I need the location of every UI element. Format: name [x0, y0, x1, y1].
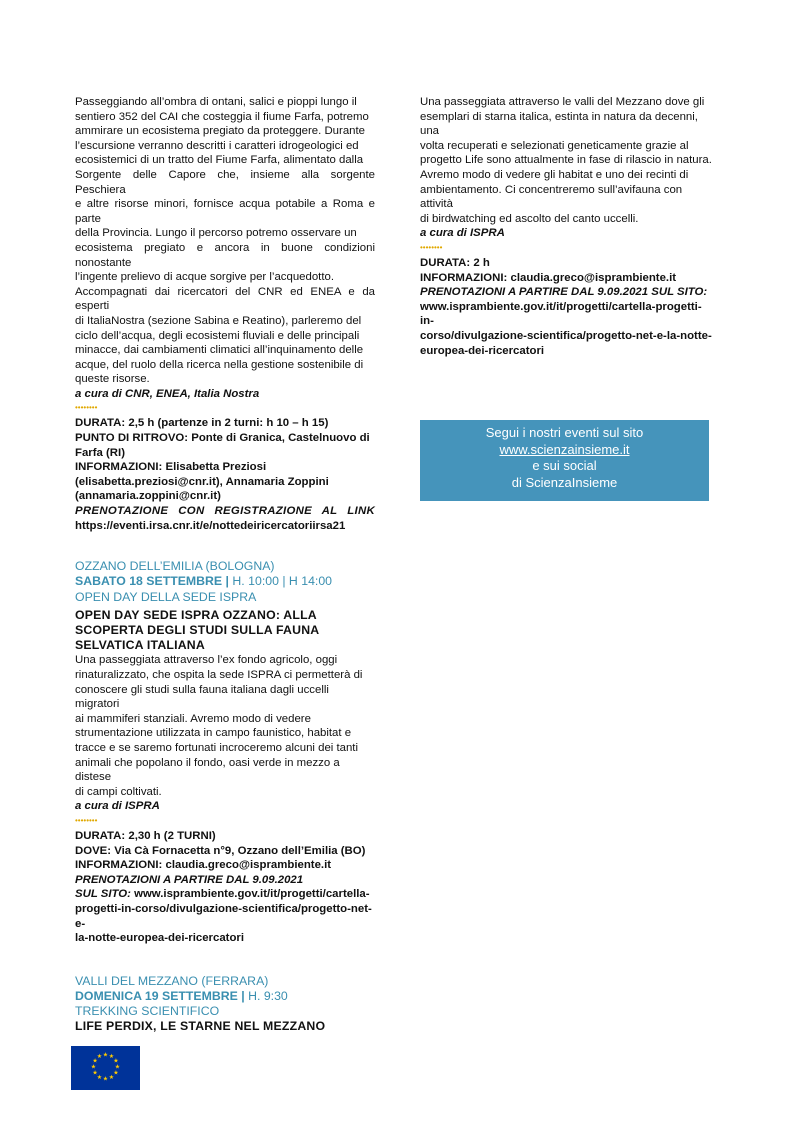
event-title [75, 608, 375, 654]
intro-paragraph [75, 95, 375, 387]
info-duration: DURATA: 2,30 h (2 TURNI) [75, 829, 216, 842]
curator-credit: a cura di ISPRA [420, 227, 505, 240]
eu-stars-icon [71, 1046, 140, 1090]
booking-note: PRENOTAZIONE CON REGISTRAZIONE AL LINK [75, 505, 375, 518]
intro-line: Sorgente delle Capore che, insieme alla sorgente Peschiera [75, 168, 375, 196]
desc-line: rinaturalizzato, che ospita la sede ISPRA ci permetterà di [75, 669, 363, 682]
intro-line: l’ingente prelievo di acque sorgive per l’acquedotto. [75, 271, 334, 284]
desc-line: animali che popolano il fondo, oasi verde in mezzo a distese [75, 756, 340, 784]
event-separator: | [222, 574, 233, 589]
promo-line: di ScienzaInsieme [511, 474, 618, 490]
info-contacts: INFORMAZIONI: claudia.greco@isprambiente.it [420, 271, 677, 284]
desc-line: volta recuperati e selezionati geneticamente grazie al [420, 139, 689, 152]
event-time: H. 9:30 [248, 988, 288, 1003]
intro-line: sentiero 352 del CAI che costeggia il fiume Farfa, potremo [75, 110, 369, 123]
intro-line: di ItaliaNostra (sezione Sabina e Reatino), parleremo del [75, 314, 362, 327]
separator-dots: •••••••• [75, 815, 98, 825]
event-time: H. 10:00 | H 14:00 [232, 574, 333, 589]
info-contacts: INFORMAZIONI: Elisabetta Preziosi [75, 461, 267, 474]
intro-line: ammirare un ecosistema pregiato da proteggere. Durante [75, 125, 365, 138]
intro-line: Passeggiando all’ombra di ontani, salici e pioppi lungo il [75, 96, 357, 108]
booking-site-link[interactable]: europea-dei-ricercatori [420, 344, 545, 357]
promo-site-link[interactable]: www.scienzainsieme.it [499, 441, 630, 457]
booking-note: PRENOTAZIONI A PARTIRE DAL 9.09.2021 SUL SITO: [420, 286, 708, 299]
svg-text:★: ★ [92, 1069, 98, 1077]
svg-text:★: ★ [90, 1063, 97, 1071]
event-info [420, 256, 712, 285]
info-contact-email: (elisabetta.preziosi@cnr.it), Annamaria Zoppini [75, 475, 329, 488]
desc-line: ambientamento. Ci concentreremo sull’avifauna con attività [420, 183, 683, 211]
info-duration: DURATA: 2 h [420, 256, 490, 269]
promo-line: e sui social [532, 458, 597, 473]
intro-line: queste risorse. [75, 373, 150, 386]
event-category: TREKKING SCIENTIFICO [75, 1004, 220, 1019]
info-location: DOVE: Via Cà Fornacetta n°9, Ozzano dell’Emilia (BO) [75, 844, 366, 857]
event-category: OPEN DAY DELLA SEDE ISPRA [75, 589, 257, 604]
intro-line: della Provincia. Lungo il percorso potremo osservare un [75, 227, 357, 240]
desc-line: esemplari di starna italica, estinta in natura da decenni, una [420, 110, 698, 138]
info-contacts: INFORMAZIONI: claudia.greco@isprambiente.it [75, 859, 332, 872]
event-date-time [75, 574, 375, 589]
desc-line: conoscere gli studi sulla fauna italiana dagli uccelli migratori [75, 683, 329, 711]
booking-site-link[interactable]: www.isprambiente.gov.it/it/progetti/cartella-progetti-in- [420, 300, 702, 328]
booking-site-link[interactable]: la-notte-europea-dei-ricercatori [75, 932, 244, 945]
event-location: OZZANO DELL’EMILIA (BOLOGNA) [75, 559, 275, 574]
event-date-time [75, 989, 375, 1004]
desc-line: di campi coltivati. [75, 785, 162, 798]
left-column [75, 95, 375, 1035]
intro-line: e altre risorse minori, fornisce acqua potabile a Roma e parte [75, 198, 375, 225]
booking-site [420, 300, 712, 358]
info-duration: DURATA: 2,5 h (partenze in 2 turni: h 10 – h 15) [75, 417, 329, 430]
svg-text:★: ★ [108, 1053, 115, 1061]
svg-text:★: ★ [102, 1075, 109, 1083]
promo-line: Segui i nostri eventi sul sito [485, 425, 644, 440]
booking-note: PRENOTAZIONI A PARTIRE DAL 9.09.2021 [75, 873, 304, 886]
intro-line: acque, del ruolo della ricerca nella gestione sostenibile di [75, 358, 364, 371]
event-title-line: SCOPERTA DEGLI STUDI SULLA FAUNA [75, 623, 320, 638]
desc-line: Una passeggiata attraverso le valli del Mezzano dove gli [420, 96, 705, 108]
booking-site-label: SUL SITO: [75, 888, 131, 901]
info-meeting-point-cont: Farfa (RI) [75, 446, 125, 459]
event-location: VALLI DEL MEZZANO (FERRARA) [75, 973, 269, 988]
desc-line: strumentazione utilizzata in campo faunistico, habitat e [75, 727, 352, 740]
desc-line: di birdwatching ed ascolto del canto uccelli. [420, 212, 639, 225]
event-info [75, 829, 375, 873]
svg-text:★: ★ [113, 1069, 119, 1077]
svg-text:★: ★ [96, 1073, 103, 1081]
event-separator: | [237, 988, 249, 1003]
booking-link[interactable]: https://eventi.irsa.cnr.it/e/nottedeiricercatoriirsa21 [75, 519, 346, 532]
event-title-line: SELVATICA ITALIANA [75, 638, 205, 653]
booking-site-link[interactable]: www.isprambiente.gov.it/it/progetti/cartella- [130, 888, 370, 901]
event-description [420, 95, 712, 226]
desc-line: ai mammiferi stanziali. Avremo modo di vedere [75, 712, 311, 725]
separator-dots: •••••••• [420, 242, 443, 252]
svg-text:★: ★ [96, 1053, 103, 1061]
right-column [420, 95, 712, 358]
curator-credit: a cura di CNR, ENEA, Italia Nostra [75, 387, 260, 400]
intro-line: l’escursione verranno descritti i caratteri idrogeologici ed [75, 139, 359, 152]
info-contact-email: (annamaria.zoppini@cnr.it) [75, 490, 221, 503]
booking-site-link[interactable]: corso/divulgazione-scientifica/progetto-net-e-la-notte- [420, 329, 712, 342]
svg-text:★: ★ [102, 1051, 109, 1059]
desc-line: tracce e se saremo fortunati incroceremo alcuni dei tanti [75, 742, 359, 754]
desc-line: Avremo modo di vedere gli habitat e uno dei recinti di [420, 168, 689, 181]
event-info [75, 416, 375, 504]
intro-line: ciclo dell’acqua, degli ecosistemi fluviali e delle principali [75, 329, 360, 342]
intro-line: minacce, dai cambiamenti climatici all’inquinamento delle [75, 344, 364, 357]
svg-text:★: ★ [108, 1073, 115, 1081]
svg-text:★: ★ [92, 1057, 98, 1065]
event-description [75, 653, 375, 799]
event-title: LIFE PERDIX, LE STARNE NEL MEZZANO [75, 1019, 326, 1034]
curator-credit: a cura di ISPRA [75, 800, 160, 813]
info-meeting-point: PUNTO DI RITROVO: Ponte di Granica, Castelnuovo di [75, 432, 370, 445]
event-date: DOMENICA 19 SETTEMBRE [75, 988, 238, 1003]
separator-dots: •••••••• [75, 403, 98, 413]
event-date: SABATO 18 SETTEMBRE [75, 574, 223, 589]
booking-site [75, 887, 375, 945]
desc-line: progetto Life sono attualmente in fase di rilascio in natura. [420, 154, 712, 167]
eu-flag-icon [71, 1046, 140, 1090]
promo-box [420, 420, 709, 501]
intro-line: ecosistema pregiato e ancora in buone condizioni nonostante [75, 241, 375, 269]
svg-text:★: ★ [114, 1063, 121, 1071]
event-title-line: OPEN DAY SEDE ISPRA OZZANO: ALLA [75, 607, 317, 622]
desc-line: Una passeggiata attraverso l’ex fondo agricolo, oggi [75, 654, 338, 667]
booking-site-link[interactable]: progetti-in-corso/divulgazione-scientifica/progetto-net-e- [75, 902, 372, 930]
intro-line: Accompagnati dai ricercatori del CNR ed ENEA e da esperti [75, 285, 375, 313]
svg-text:★: ★ [113, 1057, 119, 1065]
intro-line: ecosistemici di un tratto del Fiume Farfa, alimentato dalla [75, 154, 364, 167]
